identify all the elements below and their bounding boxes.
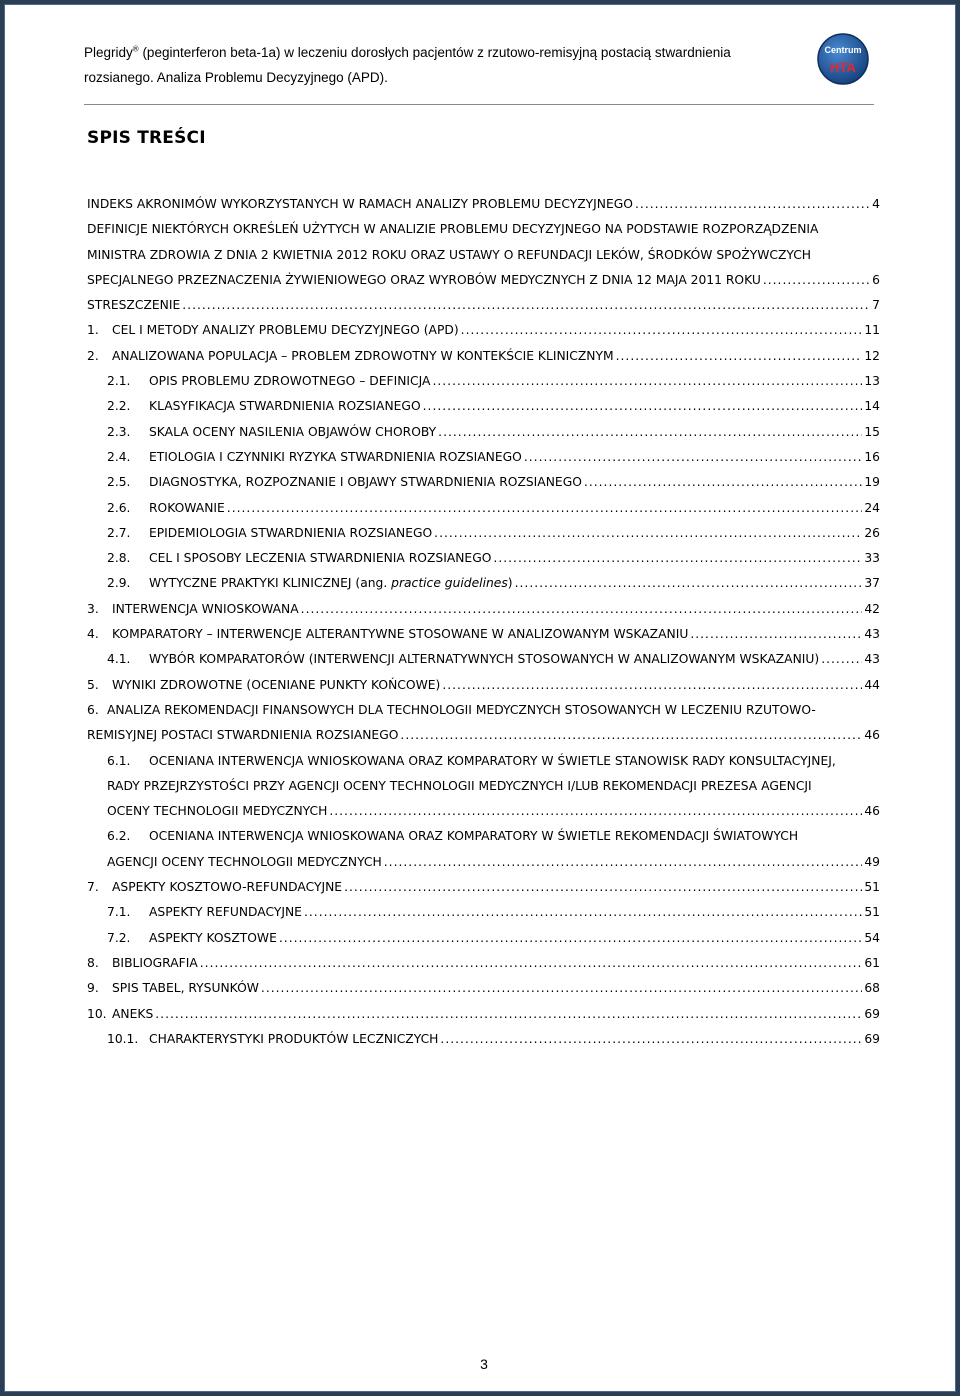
registered-mark: ®	[132, 44, 139, 54]
toc-entry[interactable]: REMISYJNEJ POSTACI STWARDNIENIA ROZSIANEGO ..... 46	[87, 723, 880, 748]
toc-subentry[interactable]: 2.1. OPIS PROBLEMU ZDROWOTNEGO – DEFINICJA ..... 13	[87, 369, 880, 394]
header-title-line2: rozsianego. Analiza Problemu Decyzyjnego (APD).	[84, 70, 388, 85]
toc-subentry[interactable]: 2.8. CEL I SPOSOBY LECZENIA STWARDNIENIA ROZSIANEGO ..... 33	[87, 546, 880, 571]
toc-entry[interactable]: 2. ANALIZOWANA POPULACJA – PROBLEM ZDROWOTNY W KONTEKŚCIE KLINICZNYM ..... 12	[87, 344, 880, 369]
toc-entry[interactable]: 4. KOMPARATORY – INTERWENCJE ALTERANTYWNE STOSOWANE W ANALIZOWANYM WSKAZANIU ..... 43	[87, 622, 880, 647]
toc-title: SPIS TREŚCI	[87, 128, 206, 148]
toc-subentry[interactable]: OCENY TECHNOLOGII MEDYCZNYCH ..... 46	[87, 799, 880, 824]
toc-entry[interactable]: 7. ASPEKTY KOSZTOWO-REFUNDACYJNE ..... 51	[87, 875, 880, 900]
table-of-contents	[87, 192, 880, 1052]
toc-subentry[interactable]: 2.9. WYTYCZNE PRAKTYKI KLINICZNEJ (ang. practice guidelines) ..... 37	[87, 571, 880, 596]
toc-entry-wrapped[interactable]: DEFINICJE NIEKTÓRYCH OKREŚLEŃ UŻYTYCH W ANALIZIE PROBLEMU DECYZYJNEGO NA PODSTAWIE ROZPORZĄDZENIA MINISTRA ZDROWIA Z DNIA 2 KWIETNIA 2012 ROKU ORAZ USTAWY O REFUNDACJI LEKÓW, ŚRODKÓW SPOŻYWCZYCH	[87, 222, 819, 262]
toc-entry-wrapped[interactable]: 6. ANALIZA REKOMENDACJI FINANSOWYCH DLA TECHNOLOGII MEDYCZNYCH STOSOWANYCH W LECZENIU RZUTOWO-	[87, 702, 816, 717]
toc-subentry-wrapped[interactable]: 6.1. OCENIANA INTERWENCJA WNIOSKOWANA ORAZ KOMPARATORY W ŚWIETLE STANOWISK RADY KONSULTACYJNEJ, RADY PRZEJRZYSTOŚCI PRZY AGENCJI OCENY TECHNOLOGII MEDYCZNYCH I/LUB REKOMENDACJI PREZESA AGENCJI	[107, 753, 836, 793]
toc-entry[interactable]: 10. ANEKS ..... 69	[87, 1002, 880, 1027]
toc-entry[interactable]: INDEKS AKRONIMÓW WYKORZYSTANYCH W RAMACH ANALIZY PROBLEMU DECYZYJNEGO ..... 4	[87, 192, 880, 217]
toc-subentry[interactable]: 2.7. EPIDEMIOLOGIA STWARDNIENIA ROZSIANEGO ..... 26	[87, 521, 880, 546]
header-title-rest: (peginterferon beta-1a) w leczeniu dorosłych pacjentów z rzutowo-remisyjną postacią stwardnienia	[138, 45, 731, 60]
page-number: 3	[480, 1356, 488, 1372]
header-divider	[84, 104, 874, 105]
toc-entry[interactable]: 3. INTERWENCJA WNIOSKOWANA ..... 42	[87, 597, 880, 622]
toc-entry[interactable]: 8. BIBLIOGRAFIA ..... 61	[87, 951, 880, 976]
toc-subentry-wrapped[interactable]: 6.2. OCENIANA INTERWENCJA WNIOSKOWANA ORAZ KOMPARATORY W ŚWIETLE REKOMENDACJI ŚWIATOWYCH	[107, 829, 799, 844]
toc-subentry[interactable]: 2.4. ETIOLOGIA I CZYNNIKI RYZYKA STWARDNIENIA ROZSIANEGO ..... 16	[87, 445, 880, 470]
toc-entry[interactable]: STRESZCZENIE ..... 7	[87, 293, 880, 318]
toc-entry[interactable]: 5. WYNIKI ZDROWOTNE (OCENIANE PUNKTY KOŃCOWE) ..... 44	[87, 673, 880, 698]
centrum-hta-logo	[816, 32, 870, 86]
running-header	[84, 40, 804, 90]
toc-subentry[interactable]: 2.2. KLASYFIKACJA STWARDNIENIA ROZSIANEGO ..... 14	[87, 394, 880, 419]
toc-entry[interactable]: 9. SPIS TABEL, RYSUNKÓW ..... 68	[87, 976, 880, 1001]
toc-subentry[interactable]: 2.6. ROKOWANIE ..... 24	[87, 496, 880, 521]
toc-entry[interactable]: 1. CEL I METODY ANALIZY PROBLEMU DECYZYJNEGO (APD) ..... 11	[87, 318, 880, 343]
toc-subentry[interactable]: 7.1. ASPEKTY REFUNDACYJNE ..... 51	[87, 900, 880, 925]
toc-subentry[interactable]: 2.5. DIAGNOSTYKA, ROZPOZNANIE I OBJAWY STWARDNIENIA ROZSIANEGO ..... 19	[87, 470, 880, 495]
logo-bottom-text: HTA	[830, 60, 856, 75]
logo-top-text: Centrum	[824, 45, 862, 55]
toc-subentry[interactable]: 10.1. CHARAKTERYSTYKI PRODUKTÓW LECZNICZYCH ..... 69	[87, 1027, 880, 1052]
header-drug-name: Plegridy	[84, 45, 133, 60]
toc-subentry[interactable]: 4.1. WYBÓR KOMPARATORÓW (INTERWENCJI ALTERNATYWNYCH STOSOWANYCH W ANALIZOWANYM WSKAZANIU) ..... 43	[87, 647, 880, 672]
toc-entry[interactable]: SPECJALNEGO PRZEZNACZENIA ŻYWIENIOWEGO ORAZ WYROBÓW MEDYCZNYCH Z DNIA 12 MAJA 2011 ROKU ..... 6	[87, 268, 880, 293]
toc-subentry[interactable]: 2.3. SKALA OCENY NASILENIA OBJAWÓW CHOROBY ..... 15	[87, 420, 880, 445]
toc-subentry[interactable]: 7.2. ASPEKTY KOSZTOWE ..... 54	[87, 926, 880, 951]
toc-subentry[interactable]: AGENCJI OCENY TECHNOLOGII MEDYCZNYCH ..... 49	[87, 850, 880, 875]
